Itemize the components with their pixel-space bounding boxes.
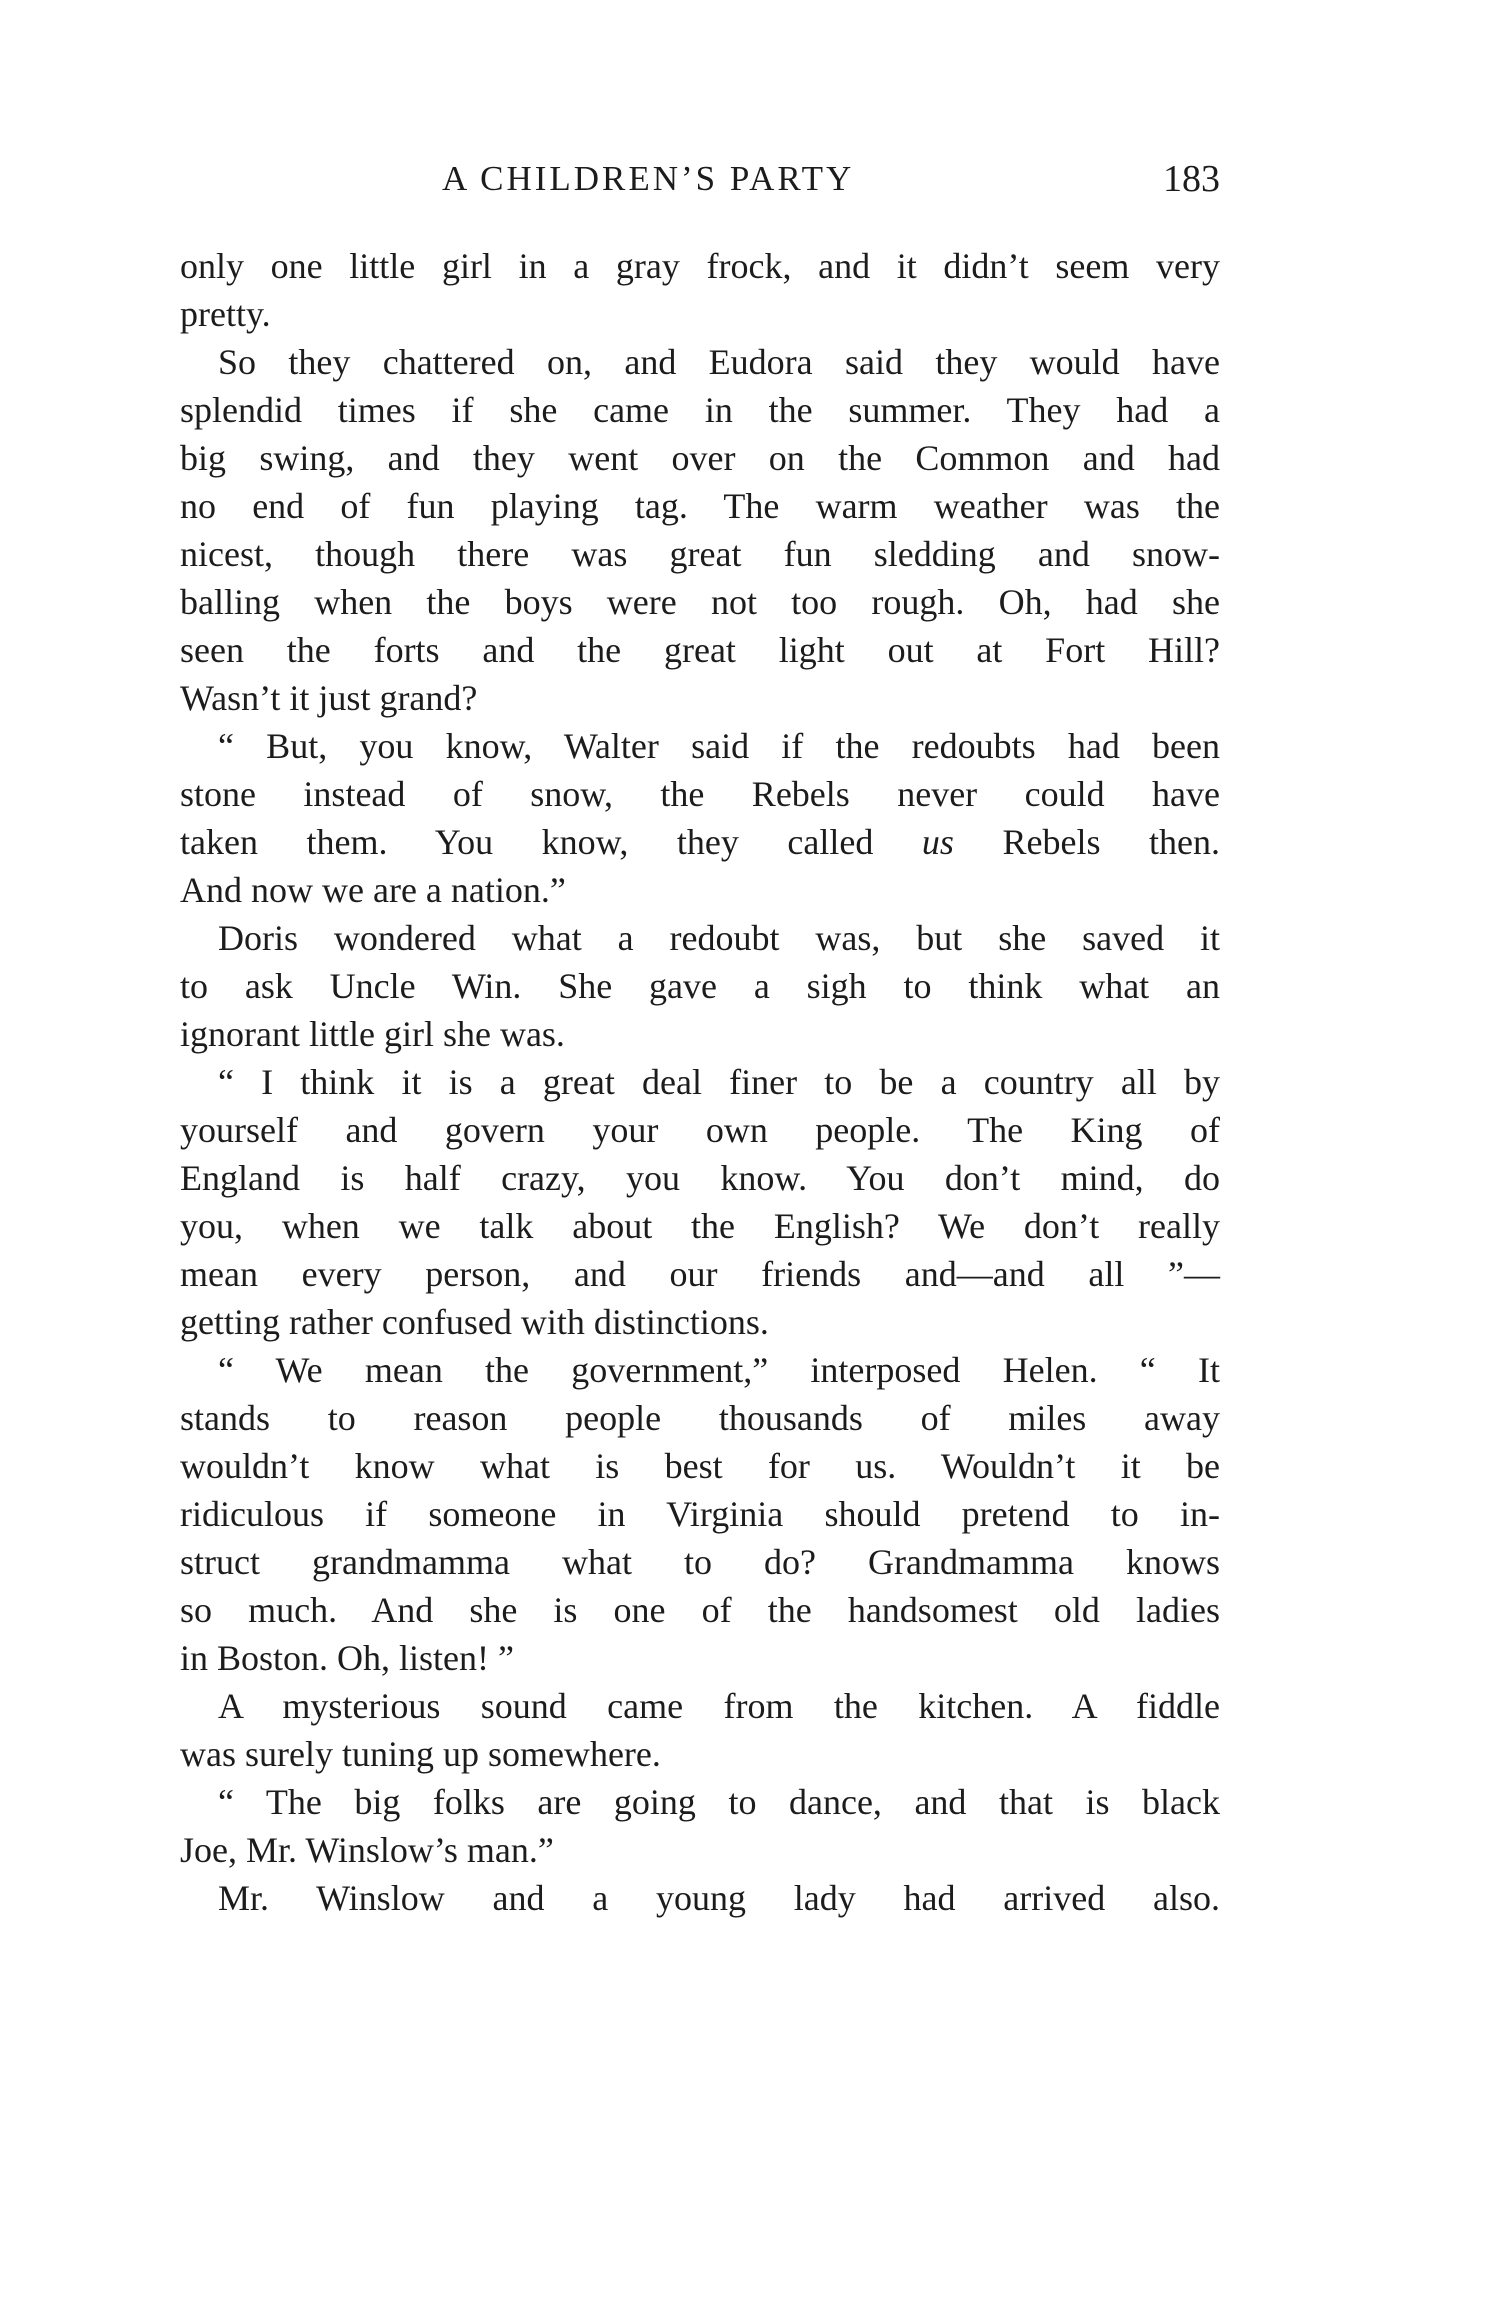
text-line — [180, 818, 1220, 866]
text-line: stands to reason people thousands of miles away — [180, 1398, 1220, 1438]
text-line: “ The big folks are going to dance, and that is black — [218, 1782, 1220, 1822]
text-segment: taken them. You know, they called — [180, 822, 922, 862]
text-line: nicest, though there was great fun sledding and snow- — [180, 534, 1220, 574]
text-line: ignorant little girl she was. — [180, 1014, 565, 1054]
text-line: So they chattered on, and Eudora said they would have — [218, 342, 1220, 382]
text-line: getting rather confused with distinctions. — [180, 1302, 769, 1342]
text-line: big swing, and they went over on the Common and had — [180, 438, 1220, 478]
text-segment: Rebels then. — [953, 822, 1220, 862]
text-line: “ I think it is a great deal finer to be a country all by — [218, 1062, 1220, 1102]
text-line: balling when the boys were not too rough. Oh, had she — [180, 582, 1220, 622]
text-line: Wasn’t it just grand? — [180, 678, 478, 718]
text-line: ridiculous if someone in Virginia should pretend to in- — [180, 1494, 1220, 1534]
page-number: 183 — [1163, 158, 1220, 200]
text-line: pretty. — [180, 294, 271, 334]
text-line: Mr. Winslow and a young lady had arrived also. — [218, 1878, 1220, 1918]
text-line: stone instead of snow, the Rebels never could have — [180, 774, 1220, 814]
text-line: mean every person, and our friends and—and all ”— — [180, 1254, 1220, 1294]
text-line: “ But, you know, Walter said if the redoubts had been — [218, 726, 1220, 766]
text-line: splendid times if she came in the summer. They had a — [180, 390, 1220, 430]
body-text — [180, 242, 1220, 1922]
text-line: yourself and govern your own people. The King of — [180, 1110, 1220, 1150]
text-line: in Boston. Oh, listen! ” — [180, 1638, 514, 1678]
page-header — [180, 154, 1220, 204]
text-line: wouldn’t know what is best for us. Wouldn’t it be — [180, 1446, 1220, 1486]
text-line: you, when we talk about the English? We don’t really — [180, 1206, 1220, 1246]
text-line: so much. And she is one of the handsomest old ladies — [180, 1590, 1220, 1630]
text-line: Joe, Mr. Winslow’s man.” — [180, 1830, 554, 1870]
text-line: “ We mean the government,” interposed Helen. “ It — [218, 1350, 1220, 1390]
text-line: to ask Uncle Win. She gave a sigh to think what an — [180, 966, 1220, 1006]
running-title: A CHILDREN’S PARTY — [442, 159, 855, 198]
text-line: struct grandmamma what to do? Grandmamma knows — [180, 1542, 1220, 1582]
text-line: only one little girl in a gray frock, and it didn’t seem very — [180, 246, 1220, 286]
text-line: England is half crazy, you know. You don’t mind, do — [180, 1158, 1220, 1198]
text-line: seen the forts and the great light out at Fort Hill? — [180, 630, 1220, 670]
text-line: A mysterious sound came from the kitchen. A fiddle — [218, 1686, 1220, 1726]
italic-word: us — [921, 822, 954, 862]
text-line: was surely tuning up somewhere. — [180, 1734, 661, 1774]
text-line: Doris wondered what a redoubt was, but she saved it — [218, 918, 1220, 958]
text-line: And now we are a nation.” — [180, 870, 566, 910]
text-line: no end of fun playing tag. The warm weather was the — [180, 486, 1220, 526]
